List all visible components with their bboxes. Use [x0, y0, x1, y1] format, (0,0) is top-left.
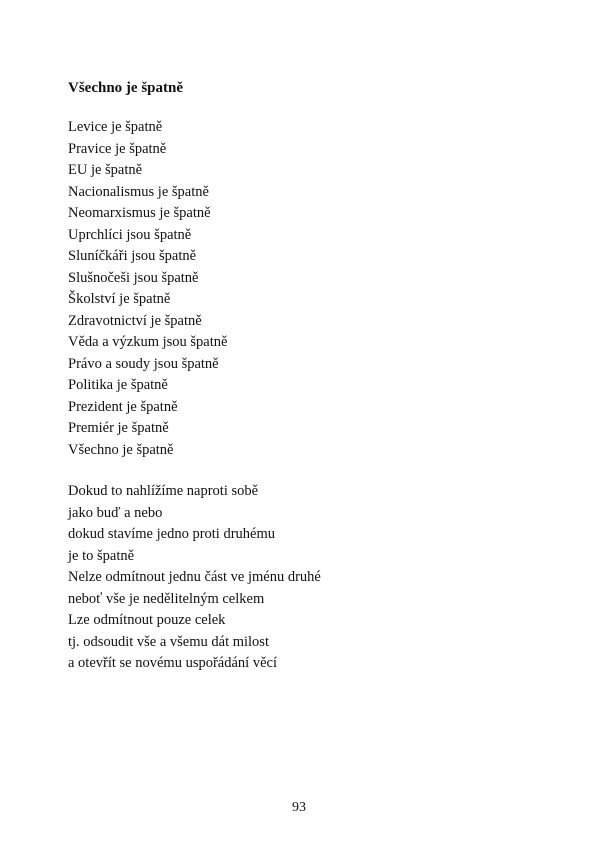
- poem-line: Právo a soudy jsou špatně: [68, 355, 219, 372]
- poem-line: Premiér je špatně: [68, 420, 169, 436]
- poem-line: Politika je špatně: [68, 377, 168, 393]
- poem-line: tj. odsoudit vše a všemu dát milost: [68, 633, 269, 650]
- page-number: 93: [292, 800, 306, 815]
- poem-title: Všechno je špatně: [68, 80, 183, 96]
- poem-line: Dokud to nahlížíme naproti sobě: [68, 483, 259, 499]
- poem-line: neboť vše je nedělitelným celkem: [68, 590, 265, 607]
- poem-line: je to špatně: [68, 547, 135, 564]
- poem-line: Sluníčkáři jsou špatně: [68, 248, 197, 264]
- poem-line: Lze odmítnout pouze celek: [68, 612, 226, 628]
- poem-line: Školství je špatně: [68, 291, 171, 307]
- poem-line: EU je špatně: [68, 162, 143, 178]
- poem-line: Slušnočeši jsou špatně: [68, 269, 199, 286]
- poem-line: Pravice je špatně: [68, 140, 167, 157]
- poem-stanza-2: [68, 481, 321, 675]
- poem-line: jako buď a nebo: [68, 504, 163, 521]
- poem-line: Zdravotnictví je špatně: [68, 312, 202, 329]
- poem-line: Prezident je špatně: [68, 398, 178, 415]
- poem-line: Levice je špatně: [68, 119, 163, 135]
- poem-line: Všechno je špatně: [68, 441, 174, 458]
- poem-line: Neomarxismus je špatně: [68, 205, 211, 221]
- poem-stanza-1: [68, 117, 227, 461]
- poem-line: a otevřít se novému uspořádání věcí: [68, 655, 277, 671]
- poem-line: Nelze odmítnout jednu část ve jménu druhé: [68, 569, 321, 585]
- poem-line: Věda a výzkum jsou špatně: [68, 334, 228, 350]
- poem-line: Nacionalismus je špatně: [68, 183, 209, 200]
- poem-line: Uprchlíci jsou špatně: [68, 226, 192, 243]
- poem-line: dokud stavíme jedno proti druhému: [68, 526, 275, 542]
